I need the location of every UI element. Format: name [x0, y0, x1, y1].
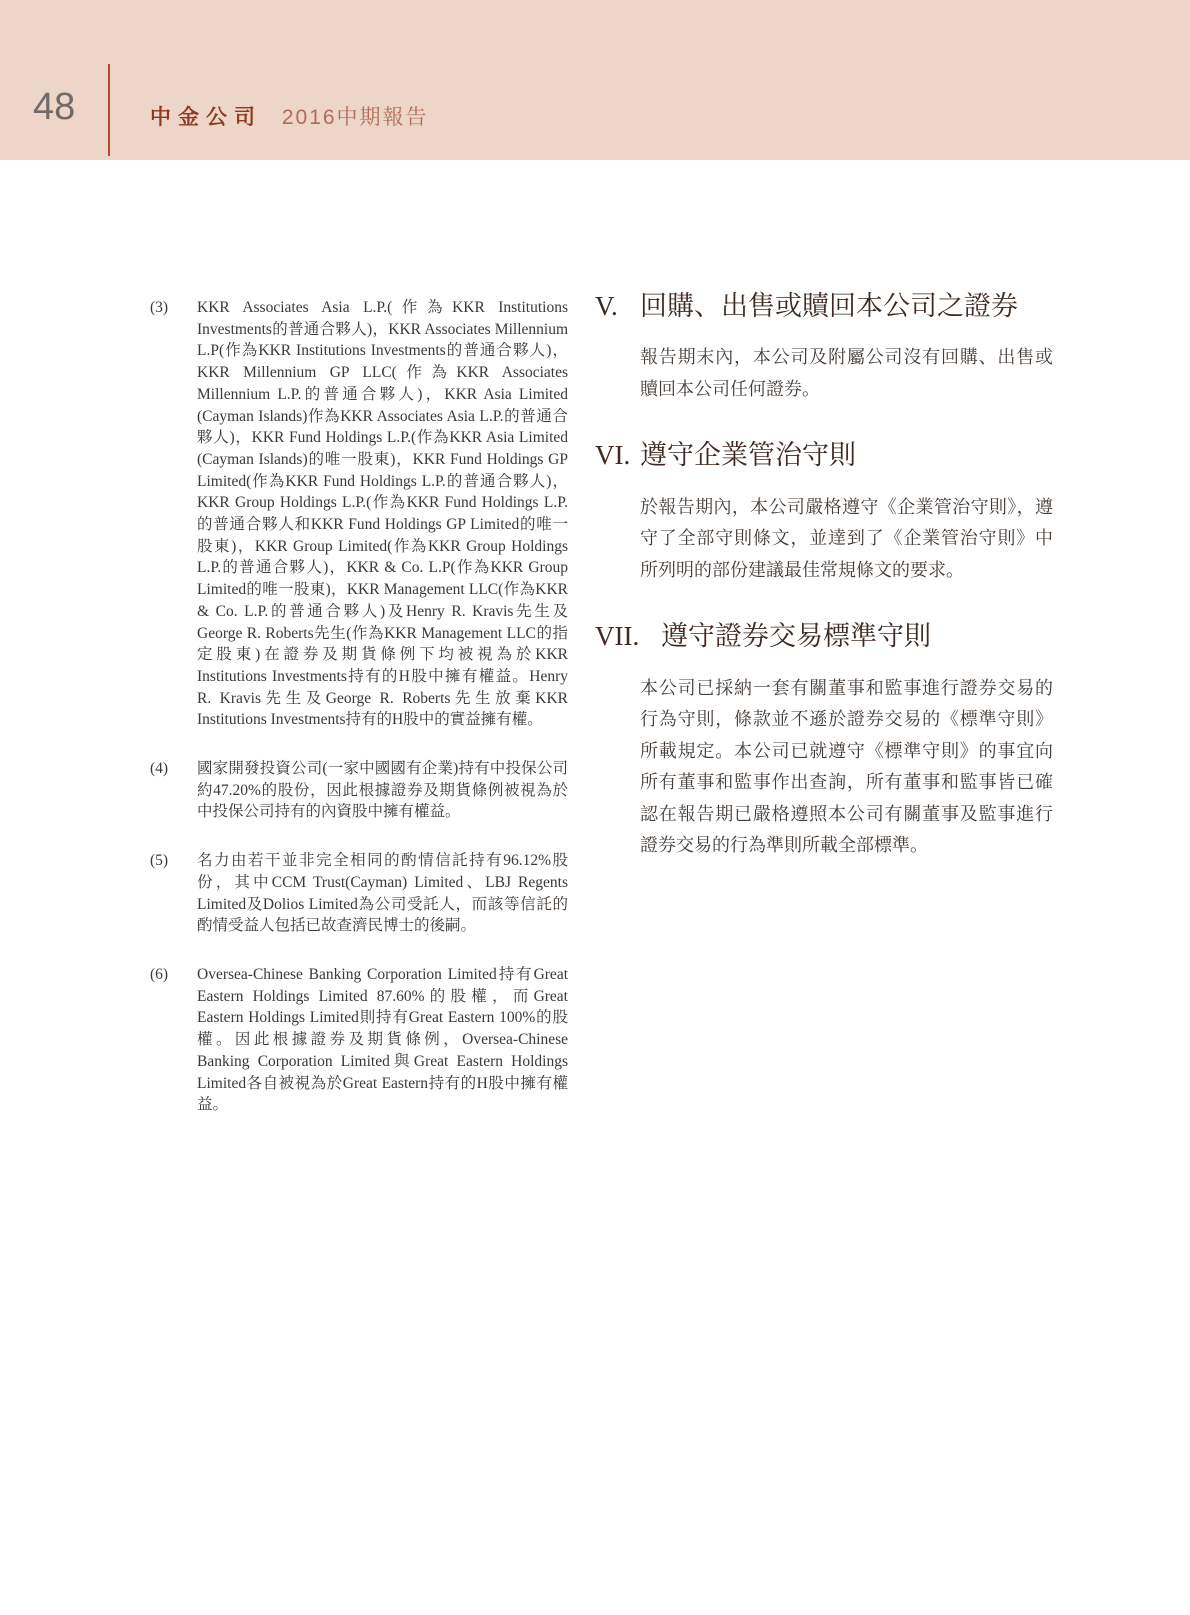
section-numeral: VI.: [595, 440, 631, 471]
report-title: 2016中期報告: [281, 106, 429, 129]
footnote-number: (5): [150, 852, 169, 870]
footnote-text: Oversea-Chinese Banking Corporation Limited持有Great Eastern Holdings Limited 87.60%的股權，而Great Eastern Holdings Limited則持有Great Eastern 100%的股權。因此根據證券及期貨條例，Oversea-Chinese Banking Corporation Limited與Great Eastern Holdings Limited各自被視為於Great Eastern持有的H股中擁有權益。: [197, 965, 568, 1114]
section-heading: [595, 439, 1053, 471]
section-numeral: V.: [595, 291, 618, 321]
section-body: 報告期末內，本公司及附屬公司沒有回購、出售或贖回本公司任何證券。: [640, 347, 1053, 399]
footnote-text: 國家開發投資公司(一家中國國有企業)持有中投保公司約47.20%的股份，因此根據證券及期貨條例被視為於中投保公司持有的內資股中擁有權益。: [197, 760, 568, 821]
section-vi-corporate-governance: [595, 439, 1053, 586]
footnotes-column: [150, 297, 568, 1143]
header-divider-rule: [108, 64, 110, 156]
page-header-band: [0, 0, 1190, 160]
sections-column: [595, 290, 1053, 896]
footnote-number: (4): [150, 760, 169, 778]
footnote-text: KKR Associates Asia L.P.(作為KKR Institutions Investments的普通合夥人)，KKR Associates Millennium L.P(作為KKR Institutions Investments的普通合夥人)，KKR Millennium GP LLC(作為KKR Associates Millennium L.P.的普通合夥人)，KKR Asia Limited (Cayman Islands)作為KKR Associates Asia L.P.的普通合夥人)，KKR Fund Holdings L.P.(作為KKR Asia Limited (Cayman Islands)的唯一股東)，KKR Fund Holdings GP Limited(作為KKR Fund Holdings L.P.的普通合夥人)，KKR Group Holdings L.P.(作為KKR Fund Holdings L.P.的普通合夥人和KKR Fund Holdings GP Limited的唯一股東)，KKR Group Limited(作為KKR Group Holdings L.P.的普通合夥人)，KKR & Co. L.P(作為KKR Group Limited的唯一股東)，KKR Management LLC(作為KKR & Co. L.P.的普通合夥人)及Henry R. Kravis先生及George R. Roberts先生(作為KKR Management LLC的指定股東)在證券及期貨條例下均被視為於KKR Institutions Investments持有的H股中擁有權益。Henry R. Kravis先生及George R. Roberts先生放棄KKR Institutions Investments持有的H股中的實益擁有權。: [197, 299, 568, 729]
footnote-5: [150, 850, 568, 937]
footnote-4: [150, 758, 568, 823]
section-title: 遵守證券交易標準守則: [661, 621, 931, 652]
section-heading: [595, 290, 1053, 322]
section-title: 回購、出售或贖回本公司之證券: [640, 291, 1018, 321]
footnote-number: (3): [150, 299, 169, 316]
section-body: 於報告期內，本公司嚴格遵守《企業管治守則》，遵守了全部守則條文，並達到了《企業管治守則》中所列明的部份建議最佳常規條文的要求。: [640, 496, 1053, 580]
header-title: [150, 107, 429, 128]
section-title: 遵守企業管治守則: [640, 440, 856, 471]
section-v-buyback: [595, 290, 1053, 405]
footnote-3: [150, 297, 568, 731]
section-vii-securities-dealing-code: [595, 620, 1053, 861]
footnote-text: 名力由若干並非完全相同的酌情信託持有96.12%股份，其中CCM Trust(Cayman) Limited、LBJ Regents Limited及Dolios Limited為公司受託人，而該等信託的酌情受益人包括已故查濟民博士的後嗣。: [197, 852, 568, 935]
section-heading: [595, 620, 1053, 652]
footnote-number: (6): [150, 965, 169, 983]
footnote-6: [150, 964, 568, 1116]
section-body: 本公司已採納一套有關董事和監事進行證券交易的行為守則，條款並不遜於證券交易的《標準守則》所載規定。本公司已就遵守《標準守則》的事宜向所有董事和監事作出查詢，所有董事和監事皆已確認在報告期已嚴格遵照本公司有關董事及監事進行證券交易的行為準則所載全部標準。: [640, 677, 1053, 856]
page-number: 48: [33, 86, 76, 128]
company-name: 中金公司: [150, 106, 262, 129]
section-numeral: VII.: [595, 621, 640, 652]
